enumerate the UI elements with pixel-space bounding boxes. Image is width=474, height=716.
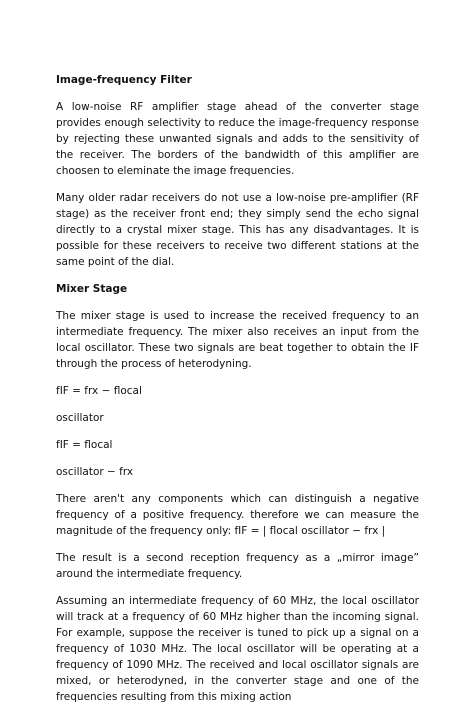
formula-line: fIF = flocal [56, 439, 113, 451]
paragraph-mirror-image: The result is a second reception frequency as a „mirror image” around the intermediate frequency. [56, 552, 419, 580]
formula-line: fIF = frx − flocal [56, 385, 142, 397]
paragraph-negative-frequency: There aren't any components which can distinguish a negative frequency of a positive frequency. therefore we can measure the magnitude of the frequency only: fIF = | flocal oscillator − frx | [56, 493, 419, 537]
paragraph-rf-amplifier: A low-noise RF amplifier stage ahead of the converter stage provides enough selectivity to reduce the image-frequency response by rejecting these unwanted signals and adds to the sensitivity of the receiver. The borders of the bandwidth of this amplifier are choosen to eleminate the image frequencies. [56, 101, 419, 177]
paragraph-mixer-stage: The mixer stage is used to increase the received frequency to an intermediate frequency. The mixer also receives an input from the local oscillator. These two signals are beat together to obtain the IF through the process of heterodyning. [56, 310, 419, 370]
paragraph-intermediate-frequency-example: Assuming an intermediate frequency of 60 MHz, the local oscillator will track at a frequency of 60 MHz higher than the incoming signal. For example, suppose the receiver is tuned to pick up a signal on a frequency of 1030 MHz. The local oscillator will be operating at a frequency of 1090 MHz. The received and local oscillator signals are mixed, or heterodyned, in the converter stage and one of the frequencies resulting from this mixing action [56, 595, 419, 703]
formula-line: oscillator [56, 412, 104, 424]
document-page [56, 72, 419, 716]
section-heading-mixer-stage: Mixer Stage [56, 283, 128, 295]
section-heading-image-frequency-filter: Image-frequency Filter [56, 74, 192, 86]
formula-line: oscillator − frx [56, 466, 134, 478]
paragraph-older-radar-receivers: Many older radar receivers do not use a low-noise pre-amplifier (RF stage) as the receiver front end; they simply send the echo signal directly to a crystal mixer stage. This has any disadvantages. It is possible for these receivers to receive two different stations at the same point of the dial. [56, 192, 419, 268]
